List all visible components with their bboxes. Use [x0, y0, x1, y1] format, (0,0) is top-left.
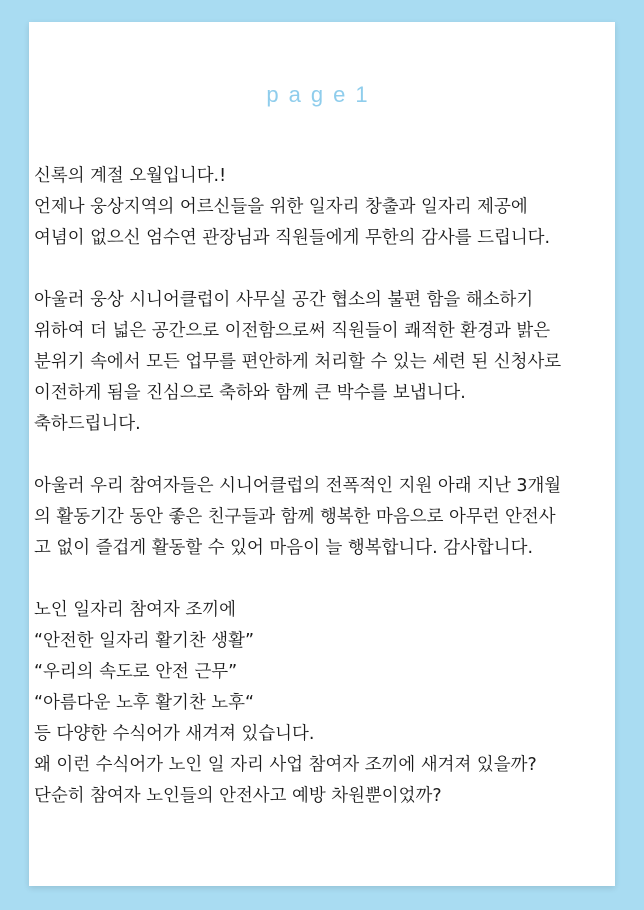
paragraph-spacer: [34, 254, 614, 285]
text-line: 노인 일자리 참여자 조끼에: [34, 600, 236, 620]
text-line: 단순히 참여자 노인들의 안전사고 예방 차원뿐이었까?: [34, 786, 442, 806]
paragraph-greeting: [34, 161, 614, 254]
page-number-label: page1: [266, 82, 378, 107]
text-line: 왜 이런 수식어가 노인 일 자리 사업 참여자 조끼에 새겨져 있을까?: [34, 755, 537, 775]
slogan-line: “안전한 일자리 활기찬 생활”: [34, 631, 255, 651]
paragraph-gratitude: [34, 471, 614, 564]
text-line: 아울러 웅상 시니어클럽이 사무실 공간 협소의 불편 함을 해소하기: [34, 290, 534, 310]
paragraph-spacer: [34, 440, 614, 471]
slogan-line: “우리의 속도로 안전 근무”: [34, 662, 238, 682]
text-line: 아울러 우리 참여자들은 시니어클럽의 전폭적인 지원 아래 지난 3개월: [34, 476, 562, 496]
text-line: 축하드립니다.: [34, 414, 141, 434]
text-line: 신록의 계절 오월입니다.!: [34, 166, 227, 186]
document-page: [29, 22, 615, 886]
text-line: 이전하게 됨을 진심으로 축하와 함께 큰 박수를 보냅니다.: [34, 383, 466, 403]
text-line: 여념이 없으신 엄수연 관장님과 직원들에게 무한의 감사를 드립니다.: [34, 228, 551, 248]
text-line: 분위기 속에서 모든 업무를 편안하게 처리할 수 있는 세련 된 신청사로: [34, 352, 562, 372]
paragraph-congratulations: [34, 285, 614, 440]
text-line: 고 없이 즐겁게 활동할 수 있어 마음이 늘 행복합니다. 감사합니다.: [34, 538, 533, 558]
slogan-line: “아름다운 노후 활기찬 노후“: [34, 693, 255, 713]
text-line: 언제나 웅상지역의 어르신들을 위한 일자리 창출과 일자리 제공에: [34, 197, 528, 217]
text-line: 등 다양한 수식어가 새겨져 있습니다.: [34, 724, 315, 744]
text-line: 위하여 더 넓은 공간으로 이전함으로써 직원들이 쾌적한 환경과 밝은: [34, 321, 551, 341]
text-line: 의 활동기간 동안 좋은 친구들과 함께 행복한 마음으로 아무런 안전사: [34, 507, 556, 527]
letter-body: [34, 161, 614, 812]
paragraph-spacer: [34, 564, 614, 595]
paragraph-vest-slogans: [34, 595, 614, 812]
